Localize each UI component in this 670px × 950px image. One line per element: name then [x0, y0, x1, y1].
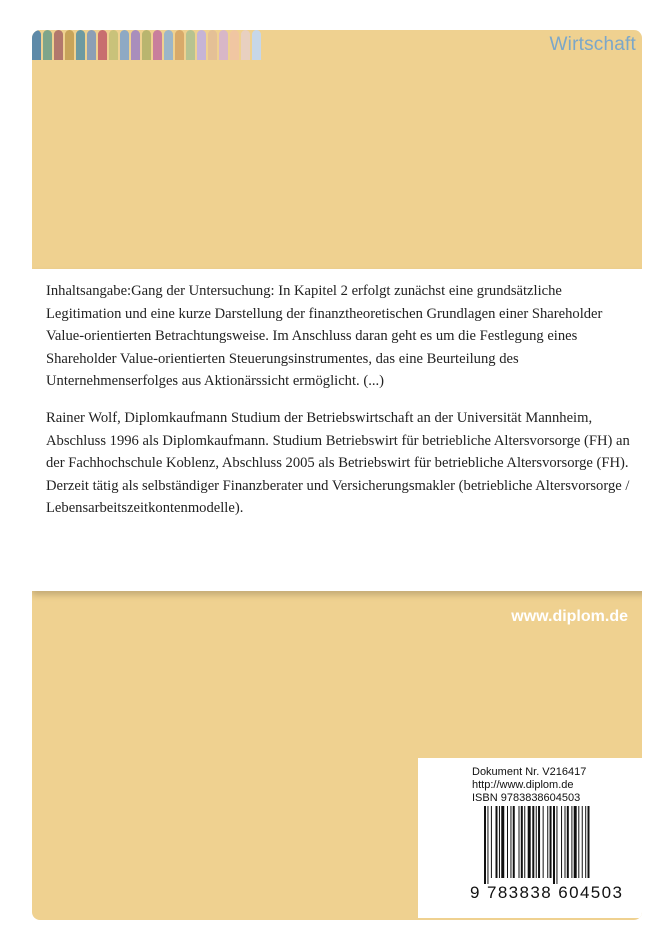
color-stripe — [241, 30, 250, 60]
color-stripe — [32, 30, 41, 60]
color-stripe — [186, 30, 195, 60]
abstract-paragraph: Inhaltsangabe:Gang der Untersuchung: In Kapitel 2 erfolgt zunächst eine grundsätzliche Legitimation und eine kurze Darstellung der finanztheoretischen Grundlagen einer Shareholder Value-orientierten Betrachtungsweise. Im Anschluss daran geht es um die Festlegung eines Shareholder Value-orientierten Steuerungsinstrumentes, das eine Beurteilung des Unternehmenserfolges aus Aktionärssicht ermöglicht. (...) — [46, 283, 603, 389]
color-stripe — [76, 30, 85, 60]
color-stripe — [43, 30, 52, 60]
color-stripe — [109, 30, 118, 60]
barcode-digits: 9 783838 604503 — [470, 883, 624, 902]
color-stripe — [252, 30, 261, 60]
color-stripe — [197, 30, 206, 60]
color-stripe — [164, 30, 173, 60]
color-stripe — [87, 30, 96, 60]
color-stripe — [65, 30, 74, 60]
series-label: Wirtschaft — [549, 34, 636, 55]
color-stripe — [230, 30, 239, 60]
description-panel — [32, 269, 642, 591]
color-stripe — [98, 30, 107, 60]
publisher-website: www.diplom.de — [511, 608, 628, 625]
color-stripe — [153, 30, 162, 60]
document-number: Dokument Nr. V216417 — [472, 766, 587, 778]
barcode-icon — [484, 806, 628, 884]
color-stripe — [131, 30, 140, 60]
color-stripe — [120, 30, 129, 60]
isbn-text: ISBN 9783838604503 — [472, 792, 581, 804]
document-url: http://www.diplom.de — [472, 779, 574, 791]
color-stripe — [208, 30, 217, 60]
color-stripe — [219, 30, 228, 60]
color-stripes — [32, 30, 272, 60]
color-stripe — [175, 30, 184, 60]
back-cover — [32, 30, 642, 920]
author-bio-paragraph: Rainer Wolf, Diplomkaufmann Studium der Betriebswirtschaft an der Universität Mannheim, Abschluss 1996 als Diplomkaufmann. Studium Betriebswirt für betriebliche Altersvorsorge (FH) an der Fachhochschule Koblenz, Abschluss 2005 als Betriebswirt für betriebliche Altersvorsorge (FH). Derzeit tätig als selbständiger Finanzberater und Versicherungsmakler (betriebliche Altersvorsorge / Lebensarbeitszeitkontenmodelle). — [46, 410, 630, 516]
barcode-box — [418, 758, 642, 918]
color-stripe — [54, 30, 63, 60]
color-stripe — [142, 30, 151, 60]
